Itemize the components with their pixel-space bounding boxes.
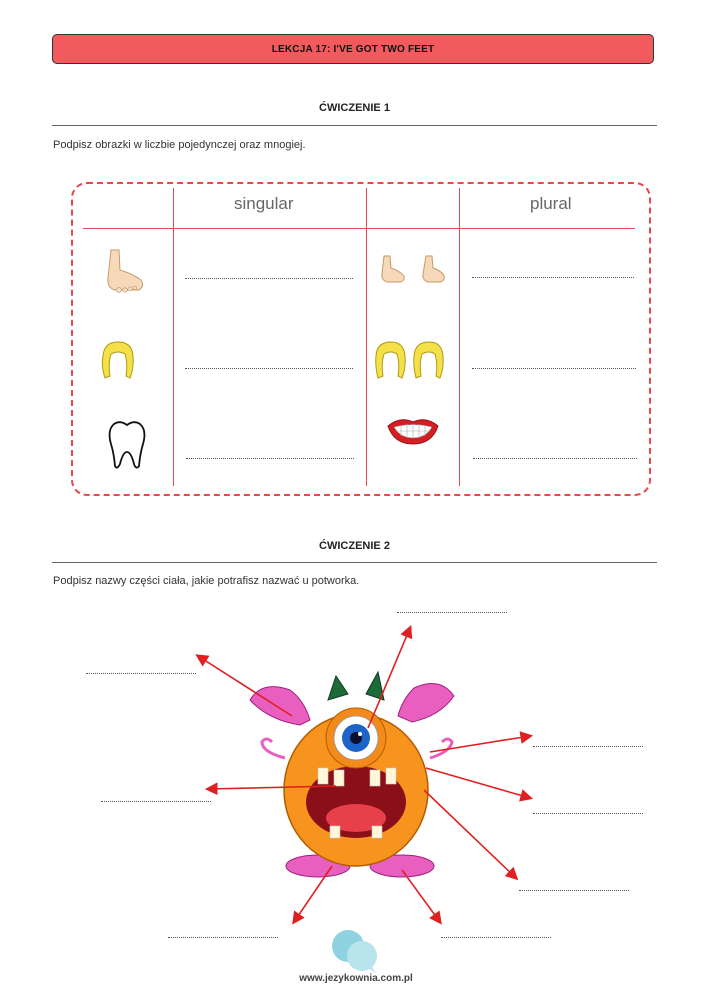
arrow-to-teeth (208, 786, 336, 789)
arrow-to-right-foot (402, 870, 440, 922)
jezykownia-logo-icon (330, 928, 382, 974)
arrow-to-side (424, 790, 516, 878)
exercise2-instruction: Podpisz nazwy części ciała, jakie potrafisz nazwać u potworka. (53, 575, 360, 587)
exercise1-title: ĆWICZENIE 1 (319, 102, 390, 114)
column-header-plural: plural (530, 194, 572, 213)
column-header-singular: singular (234, 194, 294, 213)
lesson-title: LEKCJA 17: I'VE GOT TWO FEET (271, 43, 435, 55)
arrow-to-left-foot (294, 866, 332, 922)
exercise1-instruction: Podpisz obrazki w liczbie pojedynczej oraz mnogiej. (53, 139, 306, 151)
arrow-to-body (426, 768, 530, 798)
arrow-to-eye (368, 628, 410, 728)
arrow-to-arm (430, 736, 530, 752)
footer-url[interactable]: www.jezykownia.com.pl (299, 973, 413, 984)
exercise2-title: ĆWICZENIE 2 (319, 540, 390, 552)
arrow-to-ear (198, 656, 292, 716)
